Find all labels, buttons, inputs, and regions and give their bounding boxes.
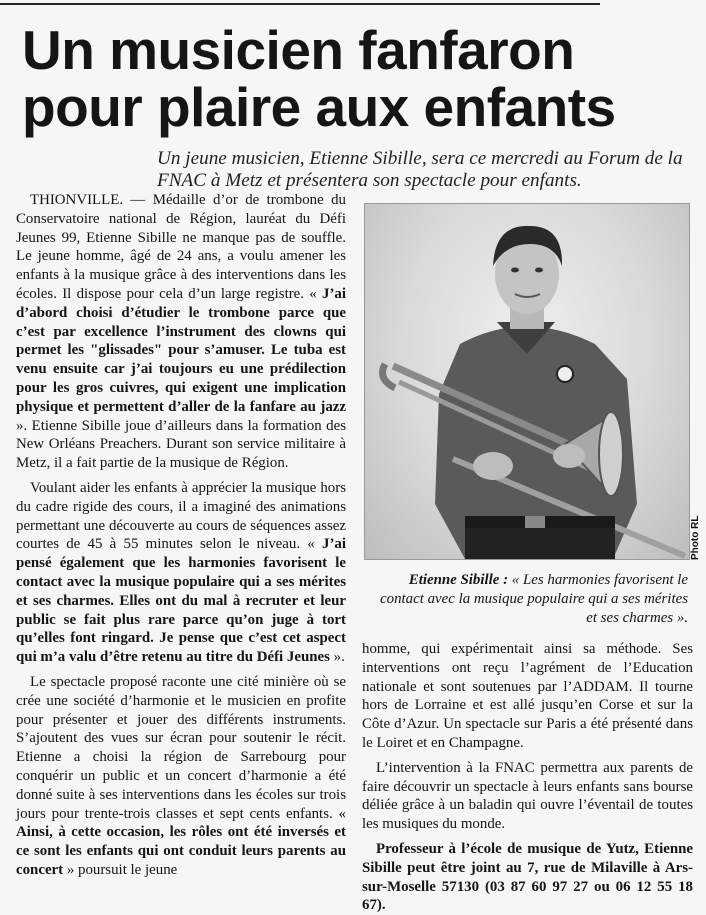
caption-name: Etienne Sibille : xyxy=(408,572,509,588)
paragraph-3: Le spectacle proposé raconte une cité minière où se crée une société d’harmonie et le musicien en profite pour présenter et jouer des différents instruments. S’ajoutent des vues sur écran pour soutenir le récit. Etienne a choisi la région de Sarrebourg pour conquérir un public et un concert d’harmonie a été donné suite à ses interventions dans les écoles sur trois jours pour trente-trois classes et sept cents enfants. « Ainsi, à cette occasion, les rôles ont été inversés et ce sont les enfants qui ont conduit leurs parents au concert » poursuit le jeune xyxy=(16,673,346,878)
paragraph-5 xyxy=(362,840,693,915)
contact-info: Professeur à l’école de musique de Yutz, Etienne Sibille peut être joint au 7, rue de Milaville à Ars-sur-Moselle 57130 (03 87 60 97 27 ou 06 12 55 18 67). xyxy=(362,840,693,914)
paragraph-3-continued: homme, qui expérimentait ainsi sa méthode. Ses interventions ont reçu l’agrément de l’Education nationale et sont soutenues par l’ADDAM. Il tourne hors de Lorraine et est allé jusqu’en Corse et sur la Côte d’Azur. Un spectacle sur Paris a été présenté dans le Loiret et en Champagne. xyxy=(362,641,693,751)
quote-3: Ainsi, à cette occasion, les rôles ont été inversés et ce sont les enfants qui ont conduit leurs parents au concert xyxy=(16,824,346,878)
headline-line-2: pour plaire aux enfants xyxy=(22,76,616,138)
paragraph-1: THIONVILLE. — Médaille d’or de trombone du Conservatoire national de Région, lauréat du Défi Jeunes 99, Etienne Sibille ne manque pas de souffle. Le jeune homme, âgé de 24 ans, a voulu amener les enfants à la musique grâce à des interventions dans les écoles. Il dispose pour cela d’un large registre. « J’ai d’abord choisi d’étudier le trombone parce que c’est par excellence l’instrument des clowns qui permet les "glissades" pour s’amuser. Le tuba est venu ensuite car j’ai toujours eu une prédilection pour les gros cuivres, qui exigent une implication physique et permettent d’aller de la fanfare au jazz ». Etienne Sibille joue d’ailleurs dans la formation des New Orléans Preachers. Durant son service militaire à Metz, il a fait partie de la musique de Région. xyxy=(16,192,346,472)
photo-credit: Photo RL xyxy=(690,515,701,560)
dateline: THIONVILLE. xyxy=(30,192,124,208)
paragraph-4: L’intervention à la FNAC permettra aux parents de faire découvrir un spectacle à leurs enfants sans bourse déliée grâce à un baladin qui ouvre l’éventail de toutes les musiques du monde. xyxy=(362,759,693,833)
headline-line-1: Un musicien fanfaron xyxy=(22,19,575,81)
standfirst: Un jeune musicien, Etienne Sibille, sera ce mercredi au Forum de la FNAC à Metz et présentera son spectacle pour enfants. xyxy=(157,148,683,191)
quote-2: J’ai pensé également que les harmonies favorisent le contact avec la musique populaire qui a ses mérites et ses charmes. Elles ont du mal à recruter et leur public se fait plus rare parce qu’on juge à tort qu’elles font ringard. Je pense que c’est cet aspect qui m’a valu d’être retenu au titre du Défi Jeunes xyxy=(16,536,346,666)
article-column-left xyxy=(16,191,346,880)
trombonist-illustration xyxy=(365,204,689,559)
top-rule xyxy=(0,3,600,5)
photo-caption: Etienne Sibille : « Les harmonies favorisent le contact avec la musique populaire qui a ses mérites et ses charmes ». xyxy=(380,572,688,626)
article-column-right xyxy=(362,640,693,915)
photo-trombonist xyxy=(364,203,690,560)
quote-1: J’ai d’abord choisi d’étudier le trombone parce que c’est par excellence l’instrument des clowns qui permet les "glissades" pour s’amuser. Le tuba est venu ensuite car j’ai toujours eu une prédilection pour les gros cuivres, qui exigent une implication physique et permettent d’aller de la fanfare au jazz xyxy=(16,285,346,415)
paragraph-2: Voulant aider les enfants à apprécier la musique hors du cadre rigide des cours, il a imaginé des animations permettant une découverte au cours de séquences assez courtes de 45 à 55 minutes selon le niveau. « J’ai pensé également que les harmonies favorisent le contact avec la musique populaire qui a ses mérites et ses charmes. Elles ont du mal à recruter et leur public se fait plus rare parce qu’on juge à tort qu’elles font ringard. Je pense que c’est cet aspect qui m’a valu d’être retenu au titre du Défi Jeunes ». xyxy=(16,479,346,666)
headline xyxy=(22,19,702,138)
